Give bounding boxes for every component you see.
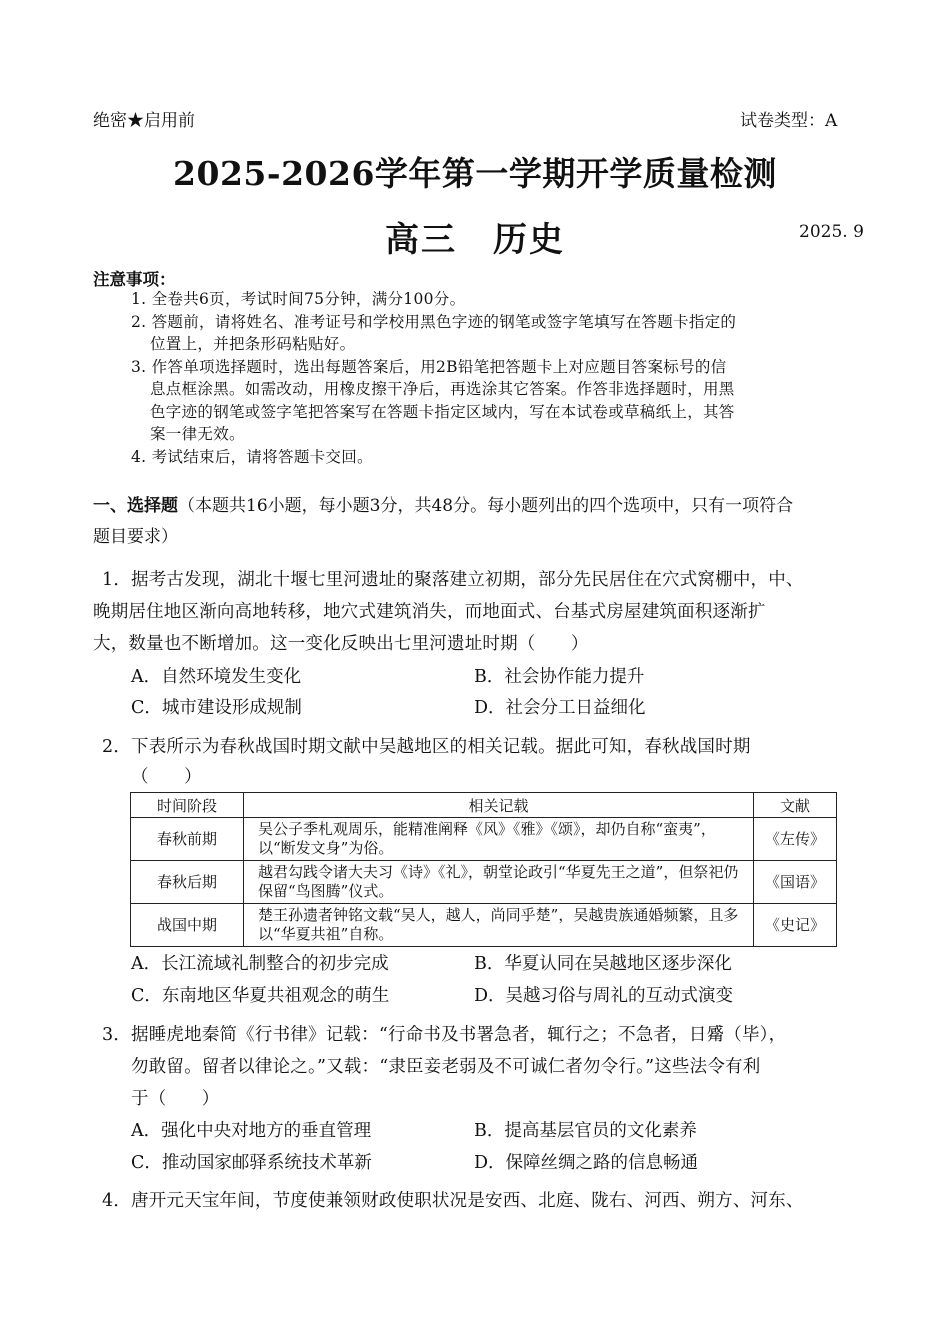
table-header: 时间阶段	[131, 793, 244, 818]
table-cell-source: 《史记》	[754, 904, 837, 947]
option-b[interactable]: B．社会协作能力提升	[474, 667, 645, 687]
table-header: 相关记载	[244, 793, 754, 818]
notice-line: 1. 全卷共6页，考试时间75分钟，满分100分。	[131, 290, 466, 308]
table-cell-source: 《国语》	[754, 861, 837, 904]
table-cell-record: 越君勾践令诸大夫习《诗》《礼》，朝堂论政引“华夏先王之道”，但祭祀仍保留“鸟图腾”仪式。	[244, 861, 754, 904]
table-row	[131, 861, 837, 904]
option-a[interactable]: A．强化中央对地方的垂直管理	[131, 1121, 372, 1141]
notice-title: 注意事项：	[93, 270, 176, 289]
section-desc: （本题共16小题，每小题3分，共48分。每小题列出的四个选项中，只有一项符合	[178, 496, 794, 516]
question-4-line: 4．唐开元天宝年间，节度使兼领财政使职状况是安西、北庭、陇右、河西、朔方、河东、	[102, 1191, 804, 1211]
question-2-line: 2．下表所示为春秋战国时期文献中吴越地区的相关记载。据此可知，春秋战国时期	[102, 737, 751, 757]
option-b[interactable]: B．华夏认同在吴越地区逐步深化	[474, 954, 732, 974]
notice-line: 位置上，并把条形码粘贴好。	[150, 335, 356, 353]
question-3-line: 于（ ）	[131, 1089, 220, 1109]
question-1-line: 1．据考古发现，湖北十堰七里河遗址的聚落建立初期，部分先民居住在穴式窝棚中，中、	[102, 570, 804, 590]
exam-date: 2025. 9	[799, 222, 864, 242]
option-c[interactable]: C．推动国家邮驿系统技术革新	[131, 1153, 372, 1173]
option-b[interactable]: B．提高基层官员的文化素养	[474, 1121, 697, 1141]
table-cell-period: 战国中期	[131, 904, 244, 947]
table-cell-period: 春秋后期	[131, 861, 244, 904]
table-header: 文献	[754, 793, 837, 818]
confidential-mark: 绝密★启用前	[93, 111, 195, 131]
notice-line: 3. 作答单项选择题时，选出每题答案后，用2B铅笔把答题卡上对应题目答案标号的信	[131, 358, 727, 376]
table-cell-record: 楚王孙遗者钟铭文载“吴人，越人，尚同乎楚”，吴越贵族通婚频繁，且多以“华夏共祖”自称。	[244, 904, 754, 947]
option-c[interactable]: C．城市建设形成规制	[131, 698, 302, 718]
option-a[interactable]: A．自然环境发生变化	[131, 667, 302, 687]
question-1-line: 晚期居住地区渐向高地转移，地穴式建筑消失，而地面式、台基式房屋建筑面积逐渐扩	[93, 602, 766, 622]
notice-line: 4. 考试结束后，请将答题卡交回。	[131, 448, 373, 466]
notice-line: 2. 答题前，请将姓名、准考证号和学校用黑色字迹的钢笔或签字笔填写在答题卡指定的	[131, 313, 737, 331]
question-3-line: 3．据睡虎地秦简《行书律》记载：“行命书及书署急者，辄行之；不急者，日觱（毕），	[102, 1025, 787, 1045]
table-cell-period: 春秋前期	[131, 818, 244, 861]
table-row	[131, 904, 837, 947]
option-d[interactable]: D．保障丝绸之路的信息畅通	[474, 1153, 699, 1173]
section-heading-line	[93, 491, 793, 522]
exam-subtitle: 高三 历史	[385, 220, 565, 260]
table-row	[131, 818, 837, 861]
table-header-row	[131, 793, 837, 818]
option-c[interactable]: C．东南地区华夏共祖观念的萌生	[131, 986, 390, 1006]
notice-line: 色字迹的钢笔或签字笔把答案写在答题卡指定区域内，写在本试卷或草稿纸上，其答	[150, 403, 735, 421]
option-d[interactable]: D．吴越习俗与周礼的互动式演变	[474, 986, 734, 1006]
table-cell-record: 吴公子季札观周乐，能精准阐释《风》《雅》《颂》，却仍自称“蛮夷”，以“断发文身”为俗。	[244, 818, 754, 861]
section-desc-cont: 题目要求）	[93, 527, 178, 547]
question-2-line: （ ）	[131, 767, 202, 787]
paper-type: 试卷类型：A	[740, 111, 838, 131]
notice-line: 案一律无效。	[150, 425, 245, 443]
notice-line: 息点框涂黑。如需改动，用橡皮擦干净后，再选涂其它答案。作答非选择题时，用黑	[150, 380, 735, 398]
exam-title: 2025-2026学年第一学期开学质量检测	[173, 154, 777, 193]
table-cell-source: 《左传》	[754, 818, 837, 861]
option-a[interactable]: A．长江流域礼制整合的初步完成	[131, 954, 389, 974]
option-d[interactable]: D．社会分工日益细化	[474, 698, 646, 718]
section-head: 一、选择题	[93, 496, 178, 516]
question-3-line: 勿敢留。留者以律论之。”又载：“隶臣妾老弱及不可诚仁者勿令行。”这些法令有利	[131, 1057, 761, 1077]
question-1-line: 大，数量也不断增加。这一变化反映出七里河遗址时期（ ）	[93, 634, 589, 654]
records-table	[130, 792, 837, 947]
